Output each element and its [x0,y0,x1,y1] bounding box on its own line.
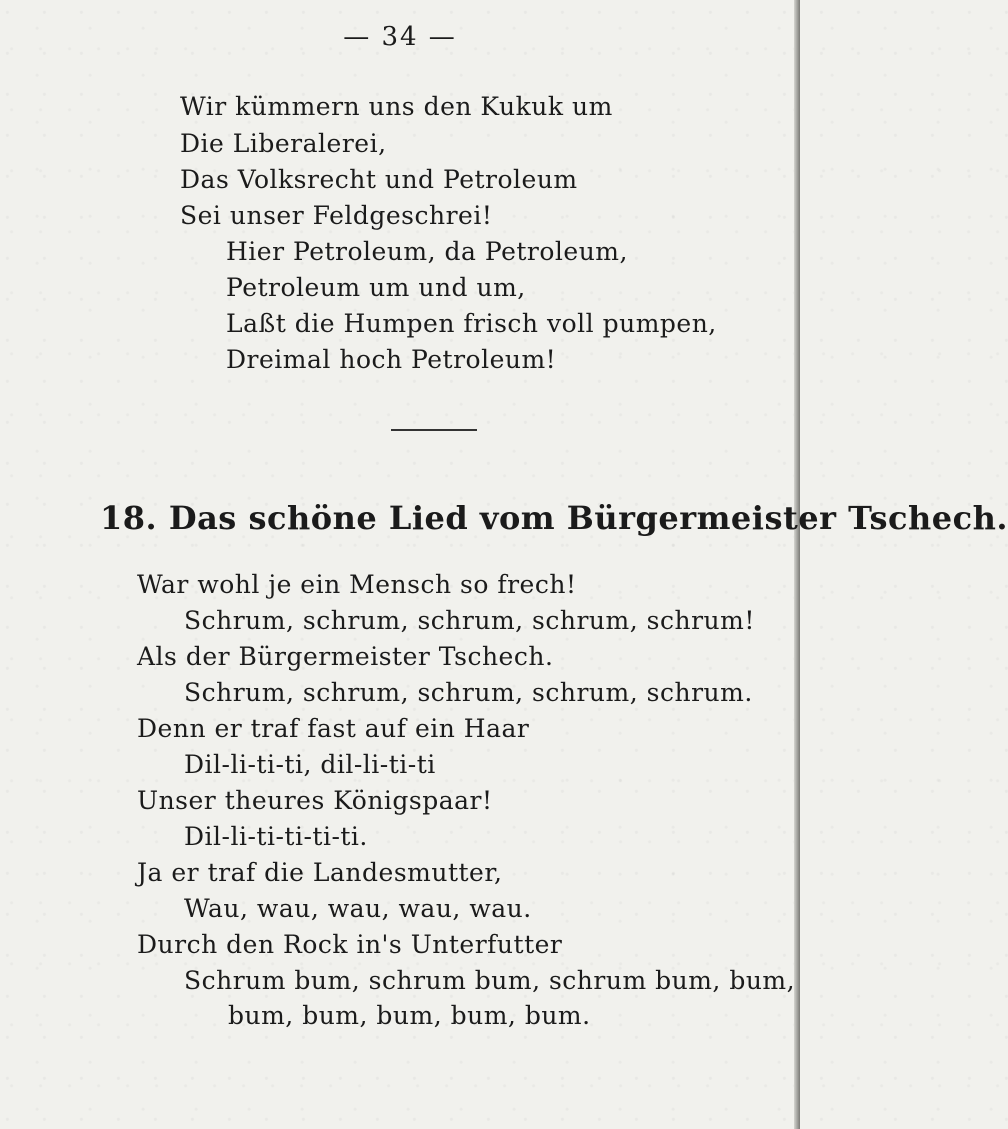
section-title: Das schöne Lied vom Bürgermeister Tschech. [168,499,1008,537]
section-number: 18. [100,499,158,537]
poem-line: Sei unser Feldgeschrei! [180,201,493,230]
song-line: Denn er traf fast auf ein Haar [137,714,530,743]
poem-line: Das Volksrecht und Petroleum [180,165,578,194]
song-line: Unser theures Königspaar! [137,786,493,815]
song-line: Schrum bum, schrum bum, schrum bum, bum, [184,966,796,995]
song-line: War wohl je ein Mensch so frech! [137,570,577,599]
poem-line: Petroleum um und um, [226,273,526,302]
song-line: Dil-li-ti-ti-ti-ti. [184,822,368,851]
poem-line: Dreimal hoch Petroleum! [226,345,557,374]
page-number: — 34 — [343,22,457,52]
section-heading [100,498,1008,538]
song-line: Wau, wau, wau, wau, wau. [184,894,532,923]
page-edge [794,0,800,1129]
poem-line: Laßt die Humpen frisch voll pumpen, [226,309,717,338]
song-line: Als der Bürgermeister Tschech. [137,642,554,671]
song-line: bum, bum, bum, bum, bum. [228,1001,591,1030]
poem-line: Die Liberalerei, [180,129,387,158]
song-line: Schrum, schrum, schrum, schrum, schrum! [184,606,755,635]
poem-line: Wir kümmern uns den Kukuk um [180,92,613,121]
song-line: Schrum, schrum, schrum, schrum, schrum. [184,678,753,707]
section-divider [391,429,477,431]
song-line: Dil-li-ti-ti, dil-li-ti-ti [184,750,436,779]
song-line: Durch den Rock in's Unterfutter [137,930,563,959]
poem-line: Hier Petroleum, da Petroleum, [226,237,628,266]
song-line: Ja er traf die Landesmutter, [137,858,503,887]
